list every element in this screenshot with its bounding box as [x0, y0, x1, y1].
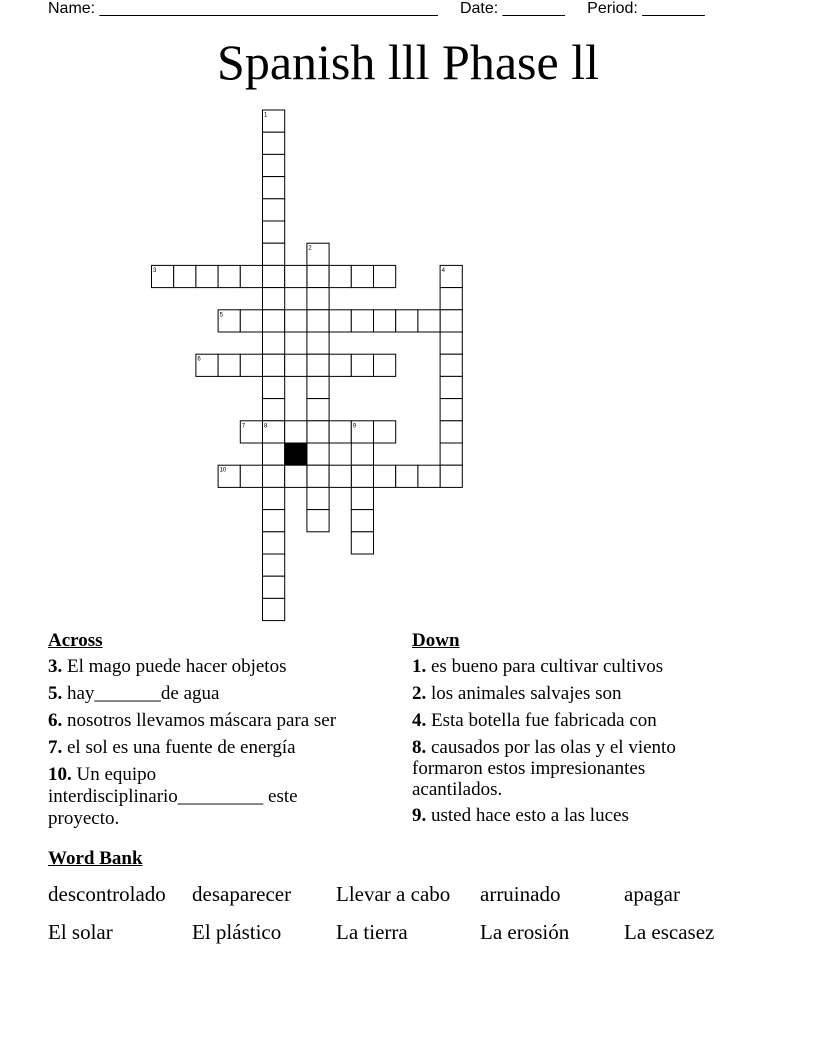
- grid-cell[interactable]: [263, 598, 285, 620]
- grid-cell[interactable]: [263, 310, 285, 332]
- grid-cell[interactable]: [351, 265, 373, 287]
- word-bank-item: El solar: [48, 920, 113, 944]
- word-bank-item: Llevar a cabo: [336, 882, 451, 906]
- grid-cell[interactable]: [351, 310, 373, 332]
- grid-cell[interactable]: [396, 310, 418, 332]
- grid-cell[interactable]: [374, 265, 396, 287]
- clue-number: 8: [264, 423, 268, 430]
- word-bank-item: descontrolado: [48, 882, 166, 906]
- grid-cell[interactable]: [307, 288, 329, 310]
- clue-number: 2: [308, 245, 312, 252]
- grid-cell[interactable]: [263, 487, 285, 509]
- clue-down-4: 4. Esta botella fue fabricada con: [412, 710, 657, 731]
- grid-cell[interactable]: [263, 376, 285, 398]
- grid-cell[interactable]: [440, 288, 462, 310]
- grid-cell[interactable]: [307, 510, 329, 532]
- grid-cell[interactable]: [307, 310, 329, 332]
- grid-cell[interactable]: [440, 421, 462, 443]
- grid-cell[interactable]: [263, 399, 285, 421]
- grid-cell[interactable]: [307, 354, 329, 376]
- grid-cell[interactable]: [263, 510, 285, 532]
- grid-cell[interactable]: [329, 465, 351, 487]
- clue-across-10: 10. Un equipo interdisciplinario_________ este proyecto.: [48, 764, 298, 829]
- clue-number: 9: [352, 423, 357, 430]
- grid-cell[interactable]: [240, 265, 262, 287]
- grid-cell[interactable]: [396, 465, 418, 487]
- grid-cell[interactable]: [329, 421, 351, 443]
- clue-across-7: 7. el sol es una fuente de energía: [48, 737, 296, 758]
- clue-down-1: 1. es bueno para cultivar cultivos: [412, 656, 664, 677]
- grid-cell[interactable]: [174, 265, 196, 287]
- word-bank-item: La tierra: [336, 920, 408, 944]
- grid-cell[interactable]: [307, 265, 329, 287]
- word-bank-row: [48, 882, 768, 920]
- grid-cell[interactable]: [307, 421, 329, 443]
- grid-cell[interactable]: [307, 443, 329, 465]
- clue-number: 4: [441, 267, 445, 274]
- grid-cell[interactable]: [440, 332, 462, 354]
- grid-cell[interactable]: [263, 221, 285, 243]
- word-bank-item: La erosión: [480, 920, 570, 944]
- word-bank-item: apagar: [624, 882, 680, 906]
- clue-across-6: 6. nosotros llevamos máscara para ser: [48, 710, 337, 731]
- grid-cell[interactable]: [307, 487, 329, 509]
- name-field-label: Name: ______________________________________: [48, 0, 438, 17]
- clue-number: 6: [197, 356, 201, 363]
- word-bank-row: [48, 920, 768, 958]
- grid-cell[interactable]: [240, 354, 262, 376]
- word-bank-item: desaparecer: [192, 882, 292, 906]
- grid-cell[interactable]: [263, 132, 285, 154]
- across-clues: [48, 630, 388, 835]
- grid-cell[interactable]: [440, 310, 462, 332]
- grid-cell[interactable]: [440, 465, 462, 487]
- word-bank-item: La escasez: [624, 920, 715, 944]
- grid-cell[interactable]: [218, 354, 240, 376]
- grid-cell[interactable]: [351, 465, 373, 487]
- grid-cell[interactable]: [351, 443, 373, 465]
- grid-cell[interactable]: [263, 443, 285, 465]
- grid-cell[interactable]: [285, 310, 307, 332]
- grid-cell[interactable]: [240, 465, 262, 487]
- grid-cell[interactable]: [329, 265, 351, 287]
- grid-cell[interactable]: [374, 465, 396, 487]
- grid-cell[interactable]: [263, 554, 285, 576]
- grid-cell[interactable]: [263, 465, 285, 487]
- grid-cell[interactable]: [440, 376, 462, 398]
- grid-cell[interactable]: [285, 465, 307, 487]
- grid-cell[interactable]: [374, 421, 396, 443]
- grid-cell[interactable]: [329, 310, 351, 332]
- grid-cell[interactable]: [351, 532, 373, 554]
- grid-cell[interactable]: [285, 354, 307, 376]
- word-bank-item: arruinado: [480, 882, 561, 906]
- grid-cell[interactable]: [285, 265, 307, 287]
- grid-cell[interactable]: [263, 354, 285, 376]
- clue-across-5: 5. hay_______de agua: [48, 683, 220, 704]
- grid-cell[interactable]: [263, 576, 285, 598]
- grid-cell[interactable]: [351, 487, 373, 509]
- grid-cell[interactable]: [240, 310, 262, 332]
- word-bank: [48, 882, 768, 958]
- grid-cell[interactable]: [374, 310, 396, 332]
- grid-cell[interactable]: [351, 510, 373, 532]
- word-bank-item: El plástico: [192, 920, 282, 944]
- grid-cell[interactable]: [263, 332, 285, 354]
- word-bank-heading: Word Bank: [48, 848, 143, 869]
- clue-down-9: 9. usted hace esto a las luces: [412, 805, 629, 826]
- grid-cell[interactable]: [440, 354, 462, 376]
- grid-cell[interactable]: [263, 532, 285, 554]
- down-heading: Down: [412, 630, 460, 651]
- grid-cell[interactable]: [307, 465, 329, 487]
- grid-cell[interactable]: [440, 399, 462, 421]
- grid-cell[interactable]: [263, 177, 285, 199]
- grid-cell[interactable]: [196, 265, 218, 287]
- grid-cell[interactable]: [263, 243, 285, 265]
- period-field-label: Period: _______: [587, 0, 705, 17]
- grid-cell[interactable]: [307, 399, 329, 421]
- clue-number: 1: [264, 112, 268, 119]
- date-field-label: Date: _______: [459, 0, 565, 17]
- grid-cell[interactable]: [418, 310, 440, 332]
- grid-cell[interactable]: [329, 354, 351, 376]
- across-heading: Across: [48, 630, 103, 651]
- down-clues: [412, 630, 722, 832]
- clue-down-8: 8. causados por las olas y el viento formaron estos impresionantes acantilados.: [412, 737, 676, 800]
- clue-number: 10: [219, 467, 227, 474]
- grid-cell[interactable]: [218, 265, 240, 287]
- clue-number: 3: [153, 267, 157, 274]
- grid-cell[interactable]: [263, 199, 285, 221]
- grid-cell[interactable]: [440, 443, 462, 465]
- black-cell: [285, 443, 307, 465]
- page-title: Spanish lll Phase ll: [217, 34, 599, 90]
- grid-cell[interactable]: [418, 465, 440, 487]
- clue-down-2: 2. los animales salvajes son: [412, 683, 622, 704]
- grid-cell[interactable]: [285, 421, 307, 443]
- clue-number: 5: [219, 312, 223, 319]
- clue-across-3: 3. El mago puede hacer objetos: [48, 656, 287, 677]
- grid-cell[interactable]: [263, 154, 285, 176]
- grid-cell[interactable]: [263, 288, 285, 310]
- grid-cell[interactable]: [374, 354, 396, 376]
- clue-number: 7: [241, 423, 246, 430]
- grid-cell[interactable]: [263, 265, 285, 287]
- grid-cell[interactable]: [351, 354, 373, 376]
- grid-cell[interactable]: [307, 332, 329, 354]
- grid-cell[interactable]: [307, 376, 329, 398]
